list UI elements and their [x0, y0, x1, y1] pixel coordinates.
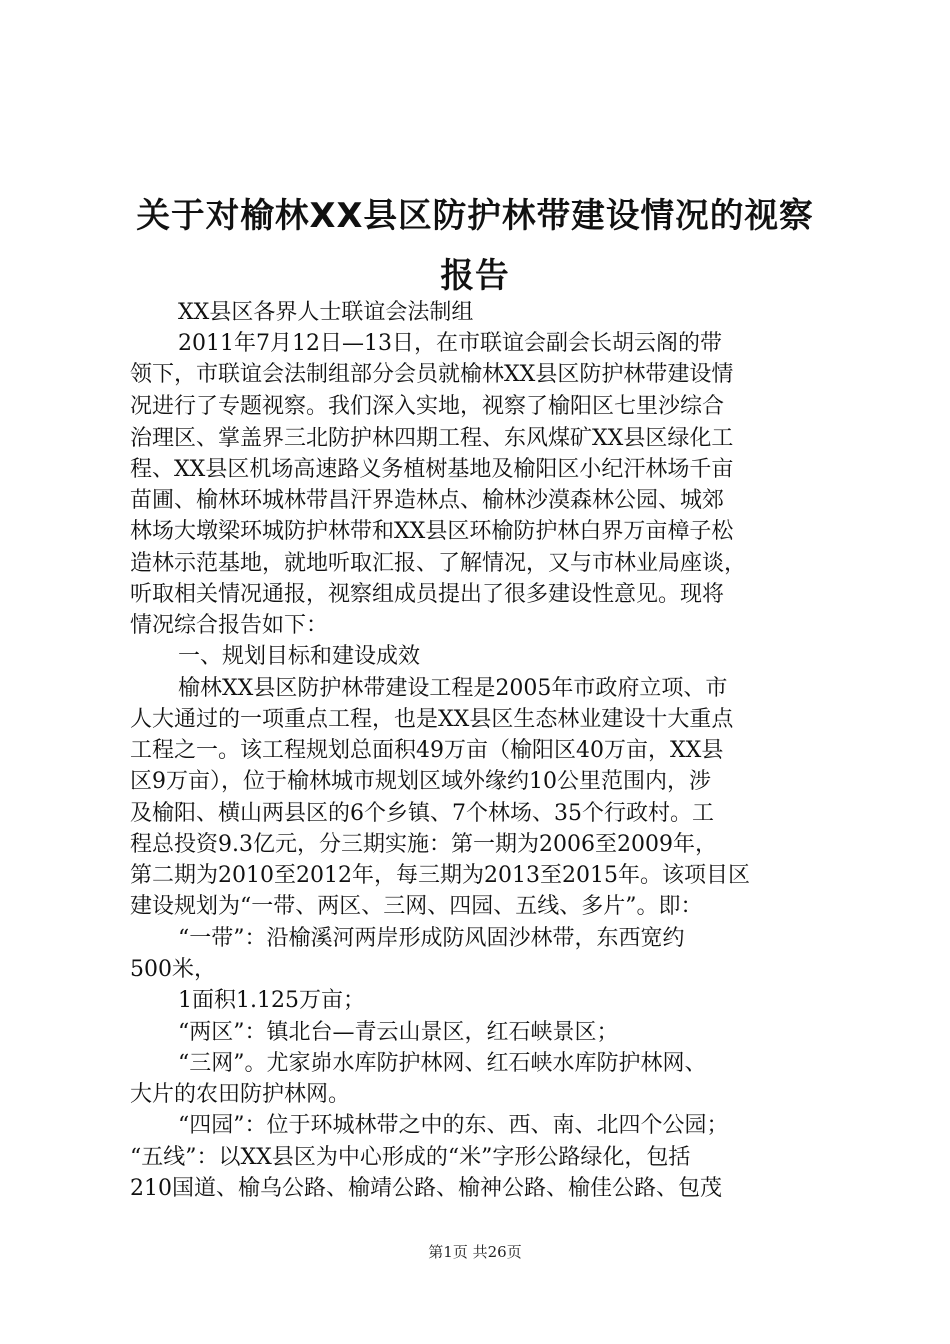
body-line: 程总投资9.3亿元，分三期实施：第一期为2006至2009年，: [130, 832, 717, 857]
body-line: 造林示范基地，就地听取汇报、了解情况，又与市林业局座谈，: [130, 551, 747, 576]
body-line: 治理区、掌盖界三北防护林四期工程、东风煤矿XX县区绿化工: [130, 426, 734, 451]
body-line: 区9万亩），位于榆林城市规划区域外缘约10公里范围内，涉: [130, 769, 711, 794]
body-line: 大片的农田防护林网。: [130, 1082, 351, 1107]
body-line: 情况综合报告如下：: [130, 613, 329, 638]
body-line: 领下，市联谊会法制组部分会员就榆林XX县区防护林带建设情: [130, 362, 734, 387]
body-line: 建设规划为“一带、两区、三网、四园、五线、多片”。即：: [130, 894, 703, 919]
page-title-continued: 报告: [440, 256, 510, 296]
body-line: 听取相关情况通报，视察组成员提出了很多建设性意见。现将: [130, 582, 725, 607]
body-line: 况进行了专题视察。我们深入实地，视察了榆阳区七里沙综合: [130, 394, 725, 419]
body-line: 人大通过的一项重点工程，也是XX县区生态林业建设十大重点: [130, 707, 734, 732]
body-line: 500米，: [130, 957, 216, 982]
body-line: “五线”：以XX县区为中心形成的“米”字形公路绿化，包括: [130, 1145, 691, 1170]
body-line: “两区”：镇北台—青云山景区，红石峡景区；: [178, 1020, 619, 1045]
body-line: 第二期为2010至2012年，每三期为2013至2015年。该项目区: [130, 863, 750, 888]
body-line: 苗圃、榆林环城林带昌汗界造林点、榆林沙漠森林公园、城郊: [130, 488, 725, 513]
page-number-footer: 第1页 共26页: [428, 1243, 522, 1261]
body-line: 及榆阳、横山两县区的6个乡镇、7个林场、35个行政村。工: [130, 801, 714, 826]
body-line: “一带”：沿榆溪河两岸形成防风固沙林带，东西宽约: [178, 926, 685, 951]
author-line: XX县区各界人士联谊会法制组: [178, 300, 474, 325]
body-line: “三网”。尤家峁水库防护林网、红石峡水库防护林网、: [178, 1051, 707, 1076]
body-line: 林场大墩梁环城防护林带和XX县区环榆防护林白界万亩樟子松: [130, 519, 734, 544]
body-line: “四园”：位于环城林带之中的东、西、南、北四个公园；: [178, 1113, 729, 1138]
section-heading: 一、规划目标和建设成效: [178, 644, 421, 669]
body-line: 1面积1.125万亩；: [178, 988, 365, 1013]
body-line: 程、XX县区机场高速路义务植树基地及榆阳区小纪汗林场千亩: [130, 457, 734, 482]
page-title: 关于对榆林XX县区防护林带建设情况的视察: [136, 196, 814, 236]
body-line: 2011年7月12日—13日，在市联谊会副会长胡云阁的带: [178, 331, 722, 356]
body-line: 榆林XX县区防护林带建设工程是2005年市政府立项、市: [178, 676, 728, 701]
body-line: 210国道、榆乌公路、榆靖公路、榆神公路、榆佳公路、包茂: [130, 1176, 722, 1201]
body-line: 工程之一。该工程规划总面积49万亩（榆阳区40万亩，XX县: [130, 738, 724, 763]
